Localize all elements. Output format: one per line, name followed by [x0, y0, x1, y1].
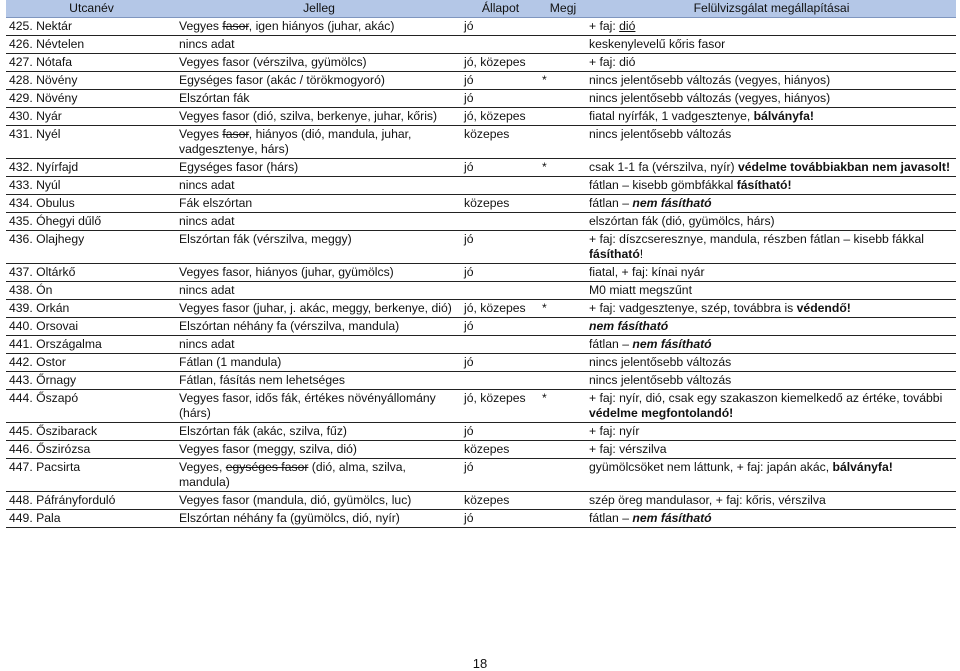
- cell-condition: jó: [464, 232, 474, 246]
- cell-review-findings-segment: !: [639, 247, 644, 261]
- cell-street-name: 428. Növény: [9, 73, 78, 87]
- cell-street-name: 434. Obulus: [9, 196, 75, 210]
- header-note: Megj: [539, 0, 586, 18]
- cell-character: [176, 354, 461, 372]
- cell-street-name: 432. Nyírfajd: [9, 160, 79, 174]
- cell-character: [176, 264, 461, 282]
- cell-character-segment: nincs adat: [179, 283, 235, 297]
- cell-street-name: 441. Országalma: [9, 337, 102, 351]
- cell-review-findings-segment: + faj: nyír, dió, csak egy szakaszon kiemelkedő az értéke, további: [589, 391, 943, 405]
- cell-street-name: 439. Orkán: [9, 301, 70, 315]
- cell-review-findings: [586, 510, 956, 528]
- cell-street-name: 437. Oltárkő: [9, 265, 76, 279]
- cell-street-name: 427. Nótafa: [9, 55, 73, 69]
- cell-review-findings: [586, 459, 956, 492]
- cell-condition: jó: [464, 424, 474, 438]
- cell-review-findings-segment: védelme továbbiakban nem javasolt!: [738, 160, 951, 174]
- cell-character: [176, 390, 461, 423]
- cell-review-findings: [586, 36, 956, 54]
- cell-review-findings-segment: nem fásítható: [632, 337, 712, 351]
- cell-character-segment: nincs adat: [179, 178, 235, 192]
- cell-character: [176, 18, 461, 36]
- cell-review-findings-segment: bálványfa!: [832, 460, 893, 474]
- table-row: [6, 492, 956, 510]
- table-row: [6, 390, 956, 423]
- cell-note: [539, 264, 586, 282]
- table-row: [6, 54, 956, 72]
- cell-condition: jó, közepes: [464, 55, 526, 69]
- cell-note: [539, 282, 586, 300]
- cell-character: [176, 510, 461, 528]
- cell-note: *: [542, 160, 547, 174]
- table-row: [6, 195, 956, 213]
- cell-street-name: 431. Nyél: [9, 127, 61, 141]
- cell-character: [176, 90, 461, 108]
- cell-character-segment: Vegyes: [179, 19, 223, 33]
- table-row: [6, 423, 956, 441]
- cell-review-findings: [586, 177, 956, 195]
- cell-note: [539, 18, 586, 36]
- cell-note: *: [542, 391, 547, 405]
- cell-note: [539, 510, 586, 528]
- cell-review-findings-segment: + faj: díszcseresznye, mandula, részben fátlan – kisebb fákkal: [589, 232, 924, 246]
- cell-condition: közepes: [464, 442, 510, 456]
- cell-review-findings: [586, 90, 956, 108]
- cell-review-findings: [586, 441, 956, 459]
- cell-condition: jó: [464, 91, 474, 105]
- cell-condition: jó: [464, 460, 474, 474]
- cell-note: [539, 441, 586, 459]
- cell-character: [176, 54, 461, 72]
- cell-street-name: 433. Nyúl: [9, 178, 61, 192]
- cell-character: [176, 282, 461, 300]
- cell-street-name: 443. Őrnagy: [9, 373, 77, 387]
- cell-review-findings: [586, 195, 956, 213]
- cell-note: [539, 213, 586, 231]
- cell-review-findings: [586, 159, 956, 177]
- cell-condition: jó: [464, 511, 474, 525]
- cell-review-findings: [586, 354, 956, 372]
- cell-review-findings-segment: nincs jelentősebb változás (vegyes, hiányos): [589, 91, 831, 105]
- cell-condition: közepes: [464, 196, 510, 210]
- cell-character: [176, 72, 461, 90]
- cell-review-findings: [586, 108, 956, 126]
- cell-character-segment: (dió, alma, szilva, mandula): [179, 460, 406, 489]
- cell-review-findings-segment: fiatal nyírfák, 1 vadgesztenye,: [589, 109, 754, 123]
- cell-character: [176, 372, 461, 390]
- cell-street-name: 447. Pacsirta: [9, 460, 81, 474]
- cell-note: [539, 54, 586, 72]
- table-row: [6, 126, 956, 159]
- cell-note: *: [542, 301, 547, 315]
- cell-note: [539, 36, 586, 54]
- cell-condition: jó: [464, 355, 474, 369]
- cell-character-segment: Vegyes: [179, 127, 223, 141]
- cell-character-segment: fasor: [222, 19, 249, 33]
- cell-review-findings: [586, 18, 956, 36]
- cell-character: [176, 231, 461, 264]
- cell-review-findings-segment: keskenylevelű kőris fasor: [589, 37, 726, 51]
- cell-review-findings-segment: nincs jelentősebb változás: [589, 373, 732, 387]
- cell-condition: közepes: [464, 127, 510, 141]
- cell-note: [539, 492, 586, 510]
- cell-condition: [461, 336, 539, 354]
- cell-character-segment: fasor: [222, 127, 249, 141]
- table-row: [6, 108, 956, 126]
- cell-character-segment: Fák elszórtan: [179, 196, 253, 210]
- table-row: [6, 264, 956, 282]
- cell-review-findings: [586, 213, 956, 231]
- table-row: [6, 300, 956, 318]
- cell-review-findings: [586, 300, 956, 318]
- cell-note: [539, 231, 586, 264]
- cell-review-findings-segment: csak 1-1 fa (vérszilva, nyír): [589, 160, 738, 174]
- cell-note: [539, 318, 586, 336]
- cell-condition: jó: [464, 265, 474, 279]
- cell-review-findings-segment: bálványfa!: [753, 109, 814, 123]
- cell-condition: [461, 282, 539, 300]
- cell-character: [176, 336, 461, 354]
- cell-review-findings-segment: + faj: dió: [589, 55, 636, 69]
- cell-review-findings-segment: nem fásítható: [632, 196, 712, 210]
- cell-review-findings-segment: fátlan –: [589, 337, 633, 351]
- cell-review-findings: [586, 336, 956, 354]
- cell-character-segment: , igen hiányos (juhar, akác): [248, 19, 395, 33]
- table-row: [6, 459, 956, 492]
- cell-street-name: 448. Páfrányforduló: [9, 493, 116, 507]
- cell-review-findings-segment: dió: [619, 19, 636, 33]
- cell-review-findings-segment: fátlan –: [589, 511, 633, 525]
- cell-review-findings: [586, 423, 956, 441]
- cell-character-segment: Elszórtan néhány fa (vérszilva, mandula): [179, 319, 400, 333]
- cell-character-segment: Fátlan, fásítás nem lehetséges: [179, 373, 345, 387]
- header-character: Jelleg: [176, 0, 461, 18]
- cell-character-segment: nincs adat: [179, 214, 235, 228]
- table-row: [6, 336, 956, 354]
- cell-review-findings: [586, 282, 956, 300]
- cell-street-name: 440. Orsovai: [9, 319, 79, 333]
- cell-review-findings-segment: M0 miatt megszűnt: [589, 283, 692, 297]
- cell-street-name: 446. Őszirózsa: [9, 442, 91, 456]
- table-row: [6, 18, 956, 36]
- header-condition: Állapot: [461, 0, 539, 18]
- cell-review-findings-segment: elszórtan fák (dió, gyümölcs, hárs): [589, 214, 775, 228]
- cell-note: [539, 336, 586, 354]
- cell-note: *: [542, 73, 547, 87]
- cell-condition: jó: [464, 19, 474, 33]
- table-row: [6, 318, 956, 336]
- cell-character: [176, 423, 461, 441]
- cell-review-findings-segment: gyümölcsöket nem láttunk, + faj: japán akác,: [589, 460, 833, 474]
- cell-note: [539, 423, 586, 441]
- page-number: 18: [472, 656, 488, 671]
- cell-condition: [461, 213, 539, 231]
- cell-review-findings: [586, 126, 956, 159]
- cell-note: [539, 459, 586, 492]
- cell-review-findings-segment: nincs jelentősebb változás (vegyes, hiányos): [589, 73, 831, 87]
- cell-character-segment: Fátlan (1 mandula): [179, 355, 282, 369]
- cell-review-findings: [586, 372, 956, 390]
- cell-review-findings-segment: + faj:: [589, 19, 620, 33]
- cell-character-segment: Elszórtan néhány fa (gyümölcs, dió, nyír): [179, 511, 400, 525]
- cell-street-name: 435. Óhegyi dűlő: [9, 214, 102, 228]
- cell-character-segment: nincs adat: [179, 337, 235, 351]
- cell-review-findings-segment: fátlan –: [589, 196, 633, 210]
- table-header-row: [6, 0, 956, 18]
- cell-street-name: 436. Olajhegy: [9, 232, 85, 246]
- cell-review-findings-segment: fiatal, + faj: kínai nyár: [589, 265, 705, 279]
- cell-character-segment: Vegyes fasor (dió, szilva, berkenye, juhar, kőris): [179, 109, 438, 123]
- cell-street-name: 426. Névtelen: [9, 37, 85, 51]
- table-row: [6, 36, 956, 54]
- table-row: [6, 441, 956, 459]
- cell-character-segment: egységes fasor: [225, 460, 309, 474]
- cell-character: [176, 177, 461, 195]
- cell-character-segment: nincs adat: [179, 37, 235, 51]
- table-row: [6, 177, 956, 195]
- table-row: [6, 72, 956, 90]
- cell-character-segment: Elszórtan fák: [179, 91, 250, 105]
- cell-review-findings-segment: nincs jelentősebb változás: [589, 355, 732, 369]
- header-review-findings: Felülvizsgálat megállapításai: [586, 0, 956, 18]
- cell-character-segment: Vegyes fasor, hiányos (juhar, gyümölcs): [179, 265, 394, 279]
- cell-condition: jó, közepes: [464, 301, 526, 315]
- cell-street-name: 444. Őszapó: [9, 391, 79, 405]
- cell-review-findings-segment: + faj: vérszilva: [589, 442, 667, 456]
- cell-note: [539, 354, 586, 372]
- cell-character: [176, 213, 461, 231]
- cell-character-segment: Egységes fasor (akác / törökmogyoró): [179, 73, 385, 87]
- cell-review-findings-segment: + faj: nyír: [589, 424, 640, 438]
- cell-review-findings-segment: szép öreg mandulasor, + faj: kőris, vérszilva: [589, 493, 826, 507]
- cell-character: [176, 108, 461, 126]
- street-tree-table: [6, 0, 956, 528]
- cell-character-segment: Vegyes fasor (juhar, j. akác, meggy, berkenye, dió): [179, 301, 452, 315]
- cell-street-name: 429. Növény: [9, 91, 78, 105]
- table-row: [6, 282, 956, 300]
- cell-note: [539, 177, 586, 195]
- table-body: [6, 18, 956, 528]
- cell-review-findings-segment: védendő!: [796, 301, 851, 315]
- table-row: [6, 213, 956, 231]
- cell-review-findings: [586, 231, 956, 264]
- cell-review-findings: [586, 54, 956, 72]
- cell-note: [539, 90, 586, 108]
- cell-character: [176, 492, 461, 510]
- cell-review-findings-segment: + faj: vadgesztenye, szép, továbbra is: [589, 301, 797, 315]
- cell-review-findings-segment: nem fásítható: [632, 511, 712, 525]
- cell-character-segment: Elszórtan fák (akác, szilva, fűz): [179, 424, 347, 438]
- cell-character: [176, 459, 461, 492]
- cell-review-findings-segment: nincs jelentősebb változás: [589, 127, 732, 141]
- cell-character: [176, 300, 461, 318]
- table-row: [6, 510, 956, 528]
- cell-character-segment: Vegyes fasor (vérszilva, gyümölcs): [179, 55, 367, 69]
- cell-condition: közepes: [464, 493, 510, 507]
- table-row: [6, 354, 956, 372]
- cell-character: [176, 36, 461, 54]
- cell-condition: jó: [464, 160, 474, 174]
- cell-street-name: 445. Őszibarack: [9, 424, 98, 438]
- cell-character: [176, 126, 461, 159]
- cell-note: [539, 126, 586, 159]
- table-row: [6, 159, 956, 177]
- cell-character-segment: Vegyes fasor (meggy, szilva, dió): [179, 442, 357, 456]
- cell-character: [176, 441, 461, 459]
- table-row: [6, 231, 956, 264]
- cell-review-findings-segment: fásítható: [589, 247, 640, 261]
- cell-street-name: 442. Ostor: [9, 355, 66, 369]
- cell-character-segment: Egységes fasor (hárs): [179, 160, 299, 174]
- cell-character: [176, 195, 461, 213]
- cell-note: [539, 372, 586, 390]
- cell-character: [176, 318, 461, 336]
- cell-review-findings-segment: fátlan – kisebb gömbfákkal: [589, 178, 737, 192]
- cell-character-segment: Vegyes fasor (mandula, dió, gyümölcs, luc): [179, 493, 412, 507]
- cell-review-findings: [586, 390, 956, 423]
- cell-character-segment: Vegyes,: [179, 460, 226, 474]
- cell-review-findings: [586, 492, 956, 510]
- cell-street-name: 425. Nektár: [9, 19, 73, 33]
- cell-street-name: 438. Ón: [9, 283, 53, 297]
- cell-note: [539, 108, 586, 126]
- cell-character-segment: Elszórtan fák (vérszilva, meggy): [179, 232, 352, 246]
- cell-condition: jó: [464, 319, 474, 333]
- cell-street-name: 449. Pala: [9, 511, 61, 525]
- cell-character-segment: Vegyes fasor, idős fák, értékes növényállomány (hárs): [179, 391, 436, 420]
- cell-condition: [461, 177, 539, 195]
- cell-review-findings: [586, 264, 956, 282]
- cell-condition: [461, 372, 539, 390]
- cell-review-findings: [586, 72, 956, 90]
- cell-review-findings-segment: védelme megfontolandó!: [589, 406, 734, 420]
- cell-review-findings: [586, 318, 956, 336]
- cell-character: [176, 159, 461, 177]
- table-row: [6, 90, 956, 108]
- cell-note: [539, 195, 586, 213]
- cell-condition: jó: [464, 73, 474, 87]
- cell-street-name: 430. Nyár: [9, 109, 62, 123]
- cell-condition: [461, 36, 539, 54]
- header-street-name: Utcanév: [6, 0, 176, 18]
- cell-review-findings-segment: fásítható!: [736, 178, 792, 192]
- cell-condition: jó, közepes: [464, 391, 526, 405]
- cell-condition: jó, közepes: [464, 109, 526, 123]
- cell-review-findings-segment: nem fásítható: [589, 319, 669, 333]
- table-row: [6, 372, 956, 390]
- cell-character-segment: , hiányos (dió, mandula, juhar, vadgesztenye, hárs): [179, 127, 412, 156]
